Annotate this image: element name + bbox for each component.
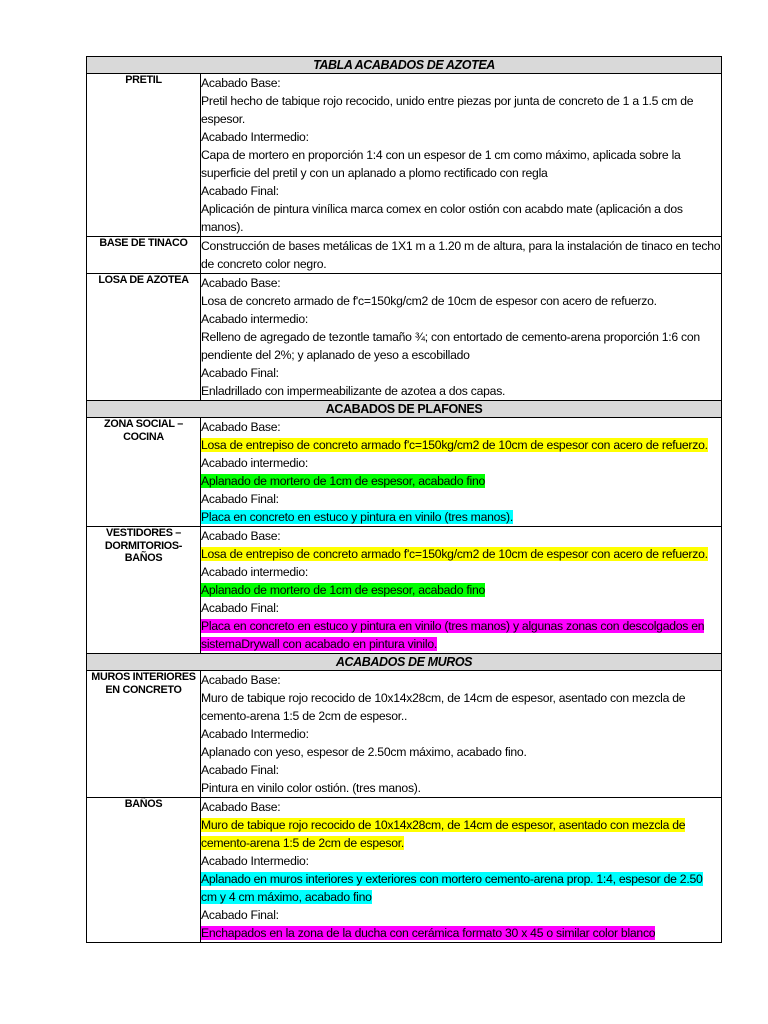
row-label-banos: BAÑOS bbox=[87, 798, 201, 943]
line-text: Acabado Base: bbox=[201, 76, 281, 90]
row-label-zona-social-cocina: ZONA SOCIAL – COCINA bbox=[87, 418, 201, 527]
line-text: Acabado Intermedio: bbox=[201, 130, 309, 144]
finish-text bbox=[201, 490, 721, 508]
finish-description bbox=[201, 870, 721, 906]
table-row bbox=[87, 237, 722, 274]
finish-text bbox=[201, 328, 721, 364]
finish-text bbox=[201, 725, 721, 743]
finish-text bbox=[201, 92, 721, 128]
line-text: Aplanado con yeso, espesor de 2.50cm máximo, acabado fino. bbox=[201, 745, 527, 759]
table-row bbox=[87, 798, 722, 943]
table-row bbox=[87, 671, 722, 798]
line-text: Acabado Final: bbox=[201, 366, 279, 380]
line-text: Pintura en vinilo color ostión. (tres manos). bbox=[201, 781, 421, 795]
finish-text bbox=[201, 599, 721, 617]
finish-text bbox=[201, 310, 721, 328]
finish-text bbox=[201, 527, 721, 545]
line-text: Construcción de bases metálicas de 1X1 m a 1.20 m de altura, para la instalación de tinaco en techo de concreto color negro. bbox=[201, 239, 721, 271]
row-label-vestidores-dormitorios-banos: VESTIDORES – DORMITORIOS- BAÑOS bbox=[87, 527, 201, 654]
highlighted-text-magenta: Enchapados en la zona de la ducha con cerámica formato 30 x 45 o similar color blanco bbox=[201, 926, 656, 940]
finish-text bbox=[201, 454, 721, 472]
highlighted-text-green: Aplanado de mortero de 1cm de espesor, acabado fino bbox=[201, 474, 486, 488]
row-label-muros-interiores-en-concreto: MUROS INTERIORES EN CONCRETO bbox=[87, 671, 201, 798]
finish-text bbox=[201, 182, 721, 200]
row-content bbox=[201, 671, 722, 798]
finish-text bbox=[201, 852, 721, 870]
finish-text bbox=[201, 743, 721, 761]
line-text: Acabado intermedio: bbox=[201, 565, 309, 579]
row-content bbox=[201, 527, 722, 654]
finish-text bbox=[201, 292, 721, 310]
line-text: Acabado intermedio: bbox=[201, 456, 309, 470]
highlighted-text-cyan: Placa en concreto en estuco y pintura en vinilo (tres manos). bbox=[201, 510, 513, 524]
section-header-row bbox=[87, 654, 722, 671]
line-text: Acabado Base: bbox=[201, 800, 281, 814]
finishes-table-body bbox=[87, 57, 722, 943]
line-text: Relleno de agregado de tezontle tamaño ¾; con entortado de cemento-arena proporción 1:6 con pendiente del 2%; y aplanado de yeso a escobillado bbox=[201, 330, 700, 362]
finish-text bbox=[201, 146, 721, 182]
finish-description bbox=[201, 508, 721, 526]
section-title-tabla-acabados-de-azotea: TABLA ACABADOS DE AZOTEA bbox=[87, 57, 722, 74]
highlighted-text-yellow: Losa de entrepiso de concreto armado f'c=150kg/cm2 de 10cm de espesor con acero de refuerzo. bbox=[201, 438, 708, 452]
highlighted-text-yellow: Losa de entrepiso de concreto armado f'c=150kg/cm2 de 10cm de espesor con acero de refuerzo. bbox=[201, 547, 708, 561]
section-header-row bbox=[87, 57, 722, 74]
highlighted-text-yellow: Muro de tabique rojo recocido de 10x14x28cm, de 14cm de espesor, asentado con mezcla de cemento-arena 1:5 de 2cm de espesor. bbox=[201, 818, 686, 850]
row-content bbox=[201, 237, 722, 274]
line-text: Capa de mortero en proporción 1:4 con un espesor de 1 cm como máximo, aplicada sobre la superficie del pretil y con un aplanado a plomo rectificado con regla bbox=[201, 148, 681, 180]
line-text: Acabado Final: bbox=[201, 908, 279, 922]
finish-text bbox=[201, 237, 721, 273]
row-label-pretil: PRETIL bbox=[87, 74, 201, 237]
finish-text bbox=[201, 382, 721, 400]
finish-text bbox=[201, 798, 721, 816]
finish-text bbox=[201, 906, 721, 924]
row-content bbox=[201, 74, 722, 237]
finish-text bbox=[201, 274, 721, 292]
finish-description bbox=[201, 617, 721, 653]
finishes-table bbox=[86, 56, 722, 943]
line-text: Muro de tabique rojo recocido de 10x14x28cm, de 14cm de espesor, asentado con mezcla de cemento-arena 1:5 de 2cm de espesor.. bbox=[201, 691, 686, 723]
finish-description bbox=[201, 472, 721, 490]
line-text: Losa de concreto armado de f'c=150kg/cm2 de 10cm de espesor con acero de refuerzo. bbox=[201, 294, 657, 308]
finish-text bbox=[201, 418, 721, 436]
table-row bbox=[87, 74, 722, 237]
finish-text bbox=[201, 689, 721, 725]
finish-text bbox=[201, 761, 721, 779]
line-text: Acabado Base: bbox=[201, 529, 281, 543]
table-row bbox=[87, 274, 722, 401]
row-label-base-de-tinaco: BASE DE TINACO bbox=[87, 237, 201, 274]
finish-text bbox=[201, 563, 721, 581]
finish-description bbox=[201, 545, 721, 563]
line-text: Acabado Final: bbox=[201, 184, 279, 198]
line-text: Aplicación de pintura vinílica marca comex en color ostión con acabdo mate (aplicación a dos manos). bbox=[201, 202, 683, 234]
finish-description bbox=[201, 816, 721, 852]
finish-description bbox=[201, 436, 721, 454]
row-content bbox=[201, 274, 722, 401]
table-row bbox=[87, 527, 722, 654]
finish-text bbox=[201, 200, 721, 236]
line-text: Acabado Base: bbox=[201, 673, 281, 687]
row-content bbox=[201, 418, 722, 527]
highlighted-text-green: Aplanado de mortero de 1cm de espesor, acabado fino bbox=[201, 583, 486, 597]
line-text: Acabado Final: bbox=[201, 763, 279, 777]
line-text: Acabado Final: bbox=[201, 601, 279, 615]
line-text: Acabado Base: bbox=[201, 420, 281, 434]
highlighted-text-cyan: Aplanado en muros interiores y exteriores con mortero cemento-arena prop. 1:4, espesor de 2.50 cm y 4 cm máximo, acabado fino bbox=[201, 872, 703, 904]
table-row bbox=[87, 418, 722, 527]
finish-text bbox=[201, 779, 721, 797]
highlighted-text-magenta: Placa en concreto en estuco y pintura en vinilo (tres manos) y algunas zonas con descolgados en sistemaDrywall con acabado en pintura vinilo. bbox=[201, 619, 705, 651]
row-label-losa-de-azotea: LOSA DE AZOTEA bbox=[87, 274, 201, 401]
line-text: Acabado Final: bbox=[201, 492, 279, 506]
line-text: Pretil hecho de tabique rojo recocido, unido entre piezas por junta de concreto de 1 a 1.5 cm de espesor. bbox=[201, 94, 694, 126]
line-text: Acabado intermedio: bbox=[201, 312, 309, 326]
section-header-row bbox=[87, 401, 722, 418]
row-content bbox=[201, 798, 722, 943]
finish-description bbox=[201, 581, 721, 599]
finish-text bbox=[201, 364, 721, 382]
finish-text bbox=[201, 671, 721, 689]
line-text: Acabado Intermedio: bbox=[201, 854, 309, 868]
finish-text bbox=[201, 74, 721, 92]
line-text: Acabado Base: bbox=[201, 276, 281, 290]
finish-description bbox=[201, 924, 721, 942]
finish-text bbox=[201, 128, 721, 146]
section-title-acabados-de-muros: ACABADOS DE MUROS bbox=[87, 654, 722, 671]
section-title-acabados-de-plafones: ACABADOS DE PLAFONES bbox=[87, 401, 722, 418]
line-text: Acabado Intermedio: bbox=[201, 727, 309, 741]
line-text: Enladrillado con impermeabilizante de azotea a dos capas. bbox=[201, 384, 506, 398]
